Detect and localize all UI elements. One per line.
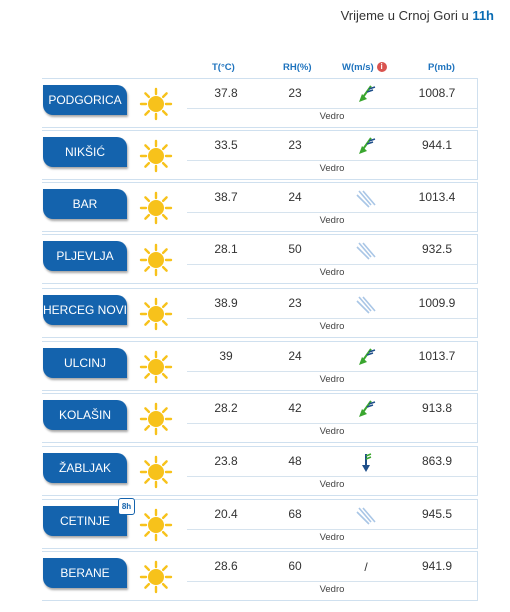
city-label: HERCEG NOVI	[43, 303, 128, 317]
weather-description: Vedro	[187, 160, 477, 177]
weather-description: Vedro	[187, 529, 477, 546]
weather-description: Vedro	[187, 476, 477, 493]
city-label: NIKŠIĆ	[64, 145, 105, 159]
city-button[interactable]	[43, 85, 127, 115]
temperature-value: 38.9	[214, 296, 238, 310]
title-prefix: Vrijeme u Crnoj Gori u	[340, 8, 469, 23]
city-button[interactable]	[43, 348, 127, 378]
weather-description: Vedro	[187, 264, 477, 281]
city-label: PLJEVLJA	[56, 249, 114, 263]
weather-description: Vedro	[187, 371, 477, 388]
station-row	[42, 234, 478, 284]
humidity-value: 23	[288, 138, 302, 152]
pressure-value: 944.1	[421, 138, 453, 152]
pressure-value: 932.5	[421, 242, 453, 256]
wind-direction-icon	[353, 83, 379, 105]
city-button[interactable]	[43, 241, 127, 271]
weather-description: Vedro	[187, 423, 477, 440]
station-row	[42, 182, 478, 232]
station-row	[42, 341, 478, 391]
station-row	[42, 393, 478, 443]
city-label: ŽABLJAK	[58, 461, 112, 475]
humidity-value: 60	[288, 559, 302, 573]
col-header-rh: RH(%)	[283, 62, 312, 73]
temperature-value: 20.4	[214, 507, 238, 521]
col-header-temp: T(°C)	[212, 62, 235, 73]
wind-direction-icon	[353, 293, 379, 315]
temperature-value: 38.7	[214, 190, 238, 204]
humidity-value: 24	[288, 349, 302, 363]
col-header-wind-label: W(m/s)	[342, 62, 374, 73]
wind-direction-icon	[353, 239, 379, 261]
pressure-value: 941.9	[421, 559, 453, 573]
pressure-value: 945.5	[421, 507, 453, 521]
station-row	[42, 499, 478, 549]
city-button[interactable]	[43, 453, 127, 483]
pressure-value: 913.8	[421, 401, 453, 415]
temperature-value: 28.6	[214, 559, 238, 573]
title-hour: 11h	[472, 8, 494, 23]
humidity-value: 23	[288, 86, 302, 100]
wind-direction-icon	[353, 187, 379, 209]
sun-icon	[139, 455, 173, 489]
sun-icon	[139, 350, 173, 384]
city-label: PODGORICA	[48, 93, 122, 107]
humidity-value: 50	[288, 242, 302, 256]
temperature-value: 39	[219, 349, 233, 363]
city-label: KOLAŠIN	[58, 408, 112, 422]
pressure-value: 863.9	[421, 454, 453, 468]
col-header-wind	[342, 62, 387, 73]
humidity-value: 48	[288, 454, 302, 468]
city-button[interactable]	[43, 137, 127, 167]
station-row	[42, 551, 478, 601]
city-button[interactable]	[43, 400, 127, 430]
weather-description: Vedro	[187, 318, 477, 335]
wind-direction-icon	[353, 504, 379, 526]
sun-icon	[139, 560, 173, 594]
col-header-pressure: P(mb)	[428, 62, 455, 73]
wind-direction-icon	[353, 135, 379, 157]
humidity-value: 23	[288, 296, 302, 310]
city-button[interactable]	[43, 189, 127, 219]
city-button[interactable]	[43, 295, 127, 325]
weather-description: Vedro	[187, 212, 477, 229]
sun-icon	[139, 243, 173, 277]
city-label: ULCINJ	[63, 356, 106, 370]
weather-description: Vedro	[187, 108, 477, 125]
station-row	[42, 288, 478, 338]
humidity-value: 24	[288, 190, 302, 204]
info-icon[interactable]: i	[377, 62, 387, 72]
city-label: CETINJE	[59, 514, 110, 528]
wind-direction-icon	[353, 346, 379, 368]
pressure-value: 1013.7	[418, 349, 456, 363]
city-label: BERANE	[60, 566, 110, 580]
temperature-value: 28.1	[214, 242, 238, 256]
wind-text: /	[364, 560, 368, 574]
page-title	[341, 8, 494, 23]
temperature-value: 33.5	[214, 138, 238, 152]
sun-icon	[139, 191, 173, 225]
sun-icon	[139, 87, 173, 121]
sun-icon	[139, 402, 173, 436]
humidity-value: 42	[288, 401, 302, 415]
wind-direction-icon	[353, 398, 379, 420]
time-badge: 8h	[118, 498, 135, 515]
city-label: BAR	[72, 197, 98, 211]
sun-icon	[139, 297, 173, 331]
station-row	[42, 446, 478, 496]
pressure-value: 1013.4	[418, 190, 456, 204]
city-button[interactable]	[43, 558, 127, 588]
wind-direction-icon	[353, 451, 379, 473]
pressure-value: 1008.7	[418, 86, 456, 100]
humidity-value: 68	[288, 507, 302, 521]
sun-icon	[139, 139, 173, 173]
temperature-value: 28.2	[214, 401, 238, 415]
weather-description: Vedro	[187, 581, 477, 598]
pressure-value: 1009.9	[418, 296, 456, 310]
station-row	[42, 78, 478, 128]
station-row	[42, 130, 478, 180]
wind-direction-icon	[353, 556, 379, 578]
sun-icon	[139, 508, 173, 542]
temperature-value: 37.8	[214, 86, 238, 100]
temperature-value: 23.8	[214, 454, 238, 468]
city-button[interactable]	[43, 502, 132, 536]
